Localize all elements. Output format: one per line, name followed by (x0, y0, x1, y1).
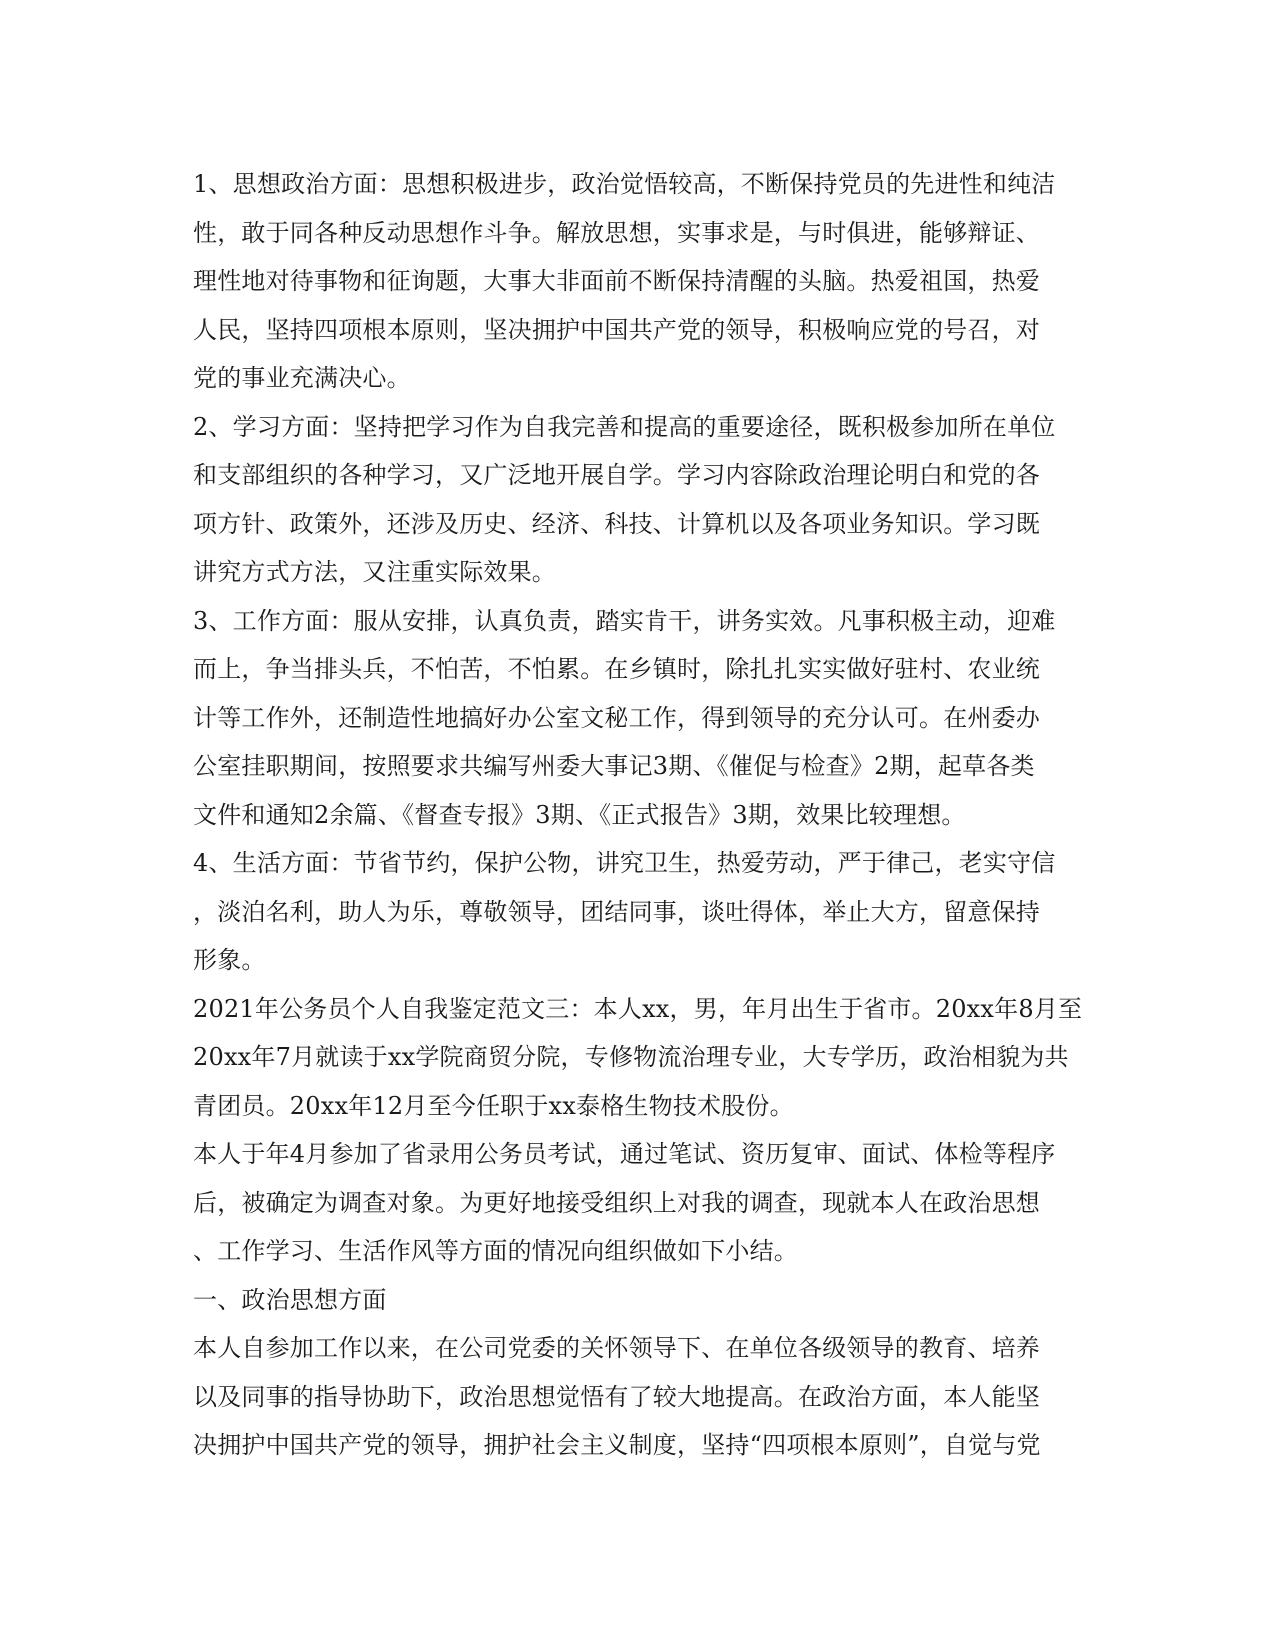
text-line: 决拥护中国共产党的领导，拥护社会主义制度，坚持“四项根本原则”，自觉与党 (193, 1431, 1041, 1459)
text-line: ，淡泊名利，助人为乐，尊敬领导，团结同事，谈吐得体，举止大方，留意保持 (193, 897, 1040, 926)
text-line: 项方针、政策外，还涉及历史、经济、科技、计算机以及各项业务知识。学习既 (193, 509, 1040, 538)
paragraph (193, 1324, 1093, 1470)
text-line: 3、工作方面：服从安排，认真负责，踏实肯干，讲务实效。凡事积极主动，迎难 (193, 606, 1056, 635)
text-line: 形象。 (193, 946, 266, 974)
document-body (193, 160, 1093, 1470)
text-line: 讲究方式方法，又注重实际效果。 (193, 558, 556, 586)
paragraph (193, 1276, 1093, 1325)
text-line: 4、生活方面：节省节约，保护公物，讲究卫生，热爱劳动，严于律己，老实守信 (193, 849, 1056, 877)
paragraph (193, 403, 1093, 597)
text-line: 、工作学习、生活作风等方面的情况向组织做如下小结。 (193, 1237, 798, 1265)
text-line: 党的事业充满决心。 (193, 364, 411, 392)
text-line: 而上，争当排头兵，不怕苦，不怕累。在乡镇时，除扎扎实实做好驻村、农业统 (193, 655, 1040, 683)
text-line: 1、思想政治方面：思想积极进步，政治觉悟较高，不断保持党员的先进性和纯洁 (193, 170, 1056, 198)
text-line: 公室挂职期间，按照要求共编写州委大事记3期、《催促与检查》2期，起草各类 (193, 752, 1035, 780)
text-line: 文件和通知2余篇、《督查专报》3期、《正式报告》3期，效果比较理想。 (193, 800, 966, 829)
text-line: 一、政治思想方面 (193, 1285, 387, 1314)
text-line: 本人于年4月参加了省录用公务员考试，通过笔试、资历复审、面试、体检等程序 (193, 1140, 1056, 1168)
text-line: 本人自参加工作以来，在公司党委的关怀领导下、在单位各级领导的教育、培养 (193, 1334, 1040, 1362)
text-line: 以及同事的指导协助下，政治思想觉悟有了较大地提高。在政治方面，本人能坚 (193, 1382, 1040, 1411)
paragraph (193, 985, 1093, 1131)
text-line: 计等工作外，还制造性地搞好办公室文秘工作，得到领导的充分认可。在州委办 (193, 703, 1040, 732)
text-line: 2021年公务员个人自我鉴定范文三：本人xx，男，年月出生于省市。20xx年8月至 (193, 994, 1083, 1023)
paragraph (193, 597, 1093, 840)
text-line: 后，被确定为调查对象。为更好地接受组织上对我的调查，现就本人在政治思想 (193, 1188, 1040, 1217)
paragraph (193, 160, 1093, 403)
text-line: 青团员。20xx年12月至今任职于xx泰格生物技术股份。 (193, 1091, 794, 1120)
text-line: 理性地对待事物和征询题，大事大非面前不断保持清醒的头脑。热爱祖国，热爱 (193, 267, 1040, 295)
text-line: 2、学习方面：坚持把学习作为自我完善和提高的重要途径，既积极参加所在单位 (193, 412, 1056, 441)
paragraph (193, 1130, 1093, 1276)
text-line: 和支部组织的各种学习，又广泛地开展自学。学习内容除政治理论明白和党的各 (193, 461, 1040, 489)
text-line: 20xx年7月就读于xx学院商贸分院，专修物流治理专业，大专学历，政治相貌为共 (193, 1043, 1069, 1071)
text-line: 人民，坚持四项根本原则，坚决拥护中国共产党的领导，积极响应党的号召，对 (193, 315, 1040, 344)
paragraph (193, 839, 1093, 985)
text-line: 性，敢于同各种反动思想作斗争。解放思想，实事求是，与时俱进，能够辩证、 (193, 218, 1040, 247)
